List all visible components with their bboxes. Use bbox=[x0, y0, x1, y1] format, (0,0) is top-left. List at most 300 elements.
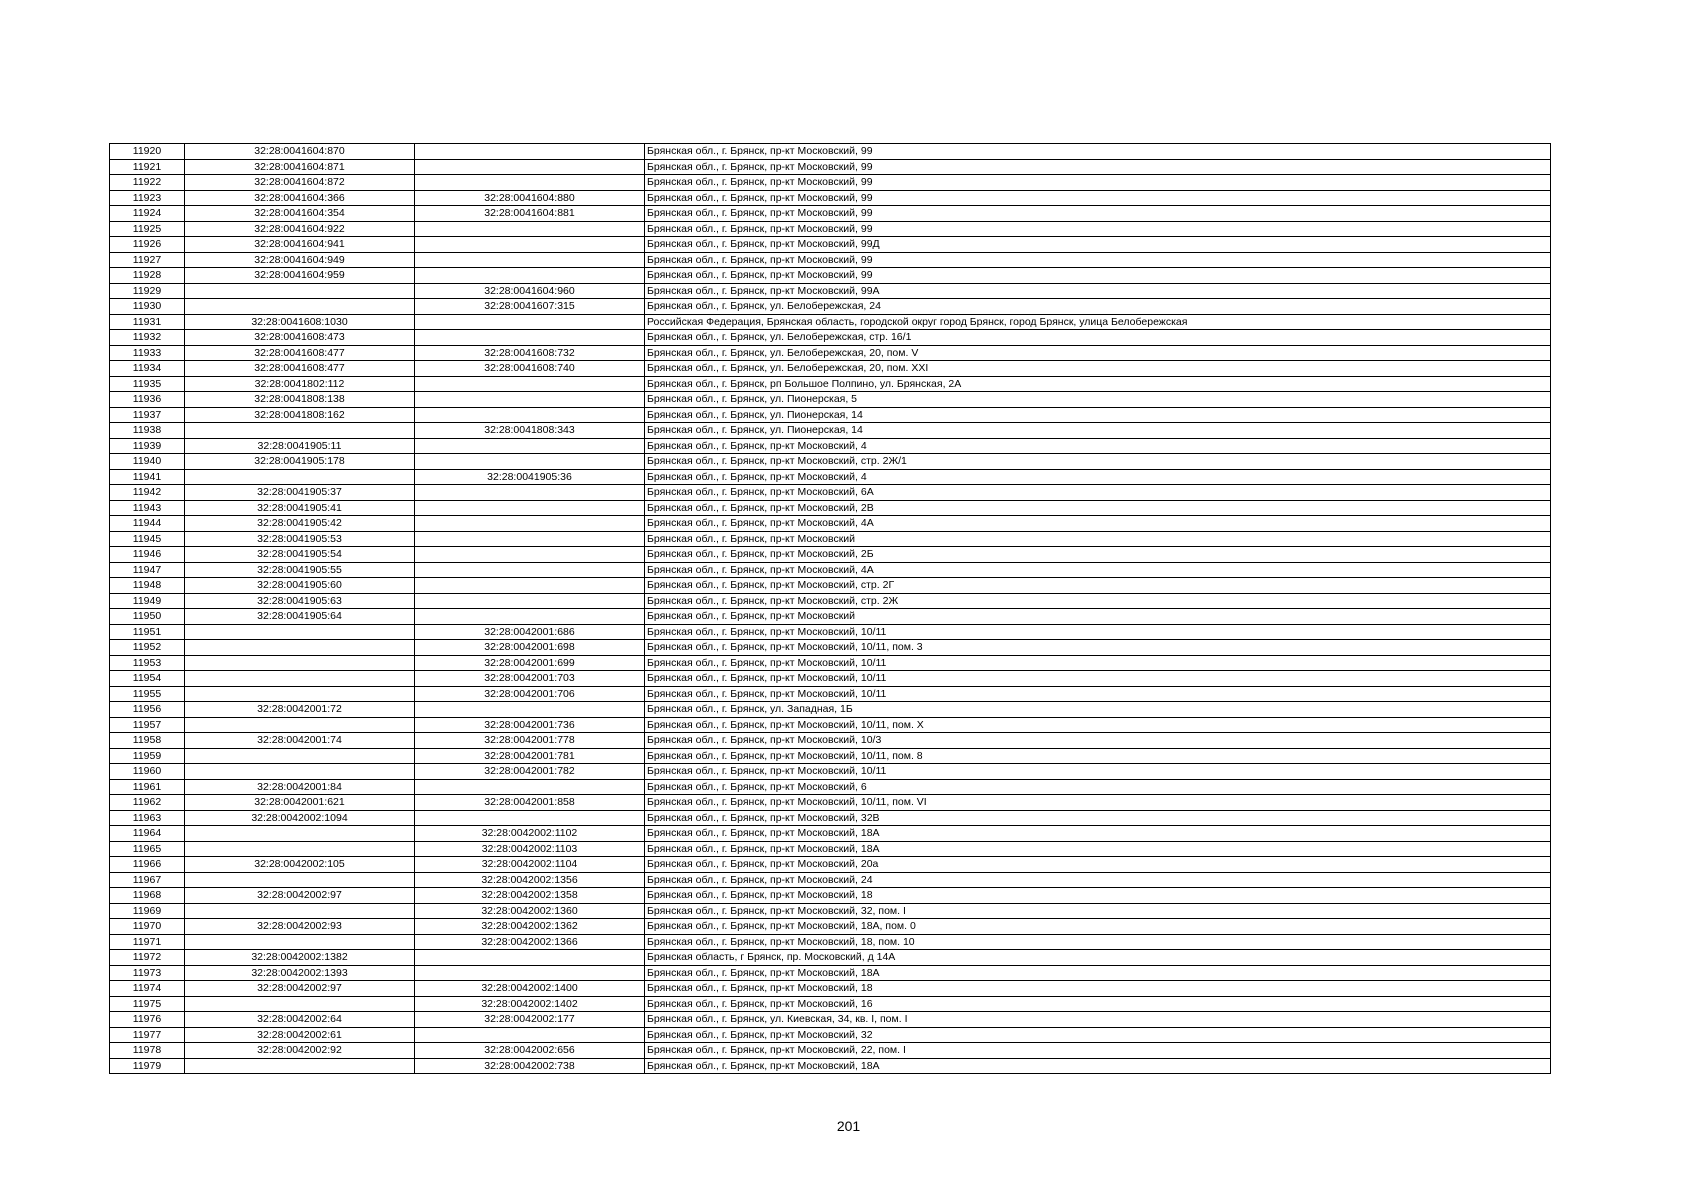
table-row bbox=[110, 268, 1551, 284]
row-number-cell: 11947 bbox=[110, 562, 185, 578]
cadastral-number-cell: 32:28:0041808:138 bbox=[185, 392, 415, 408]
cadastral-number-cell bbox=[185, 299, 415, 315]
table-row bbox=[110, 237, 1551, 253]
row-number-cell: 11942 bbox=[110, 485, 185, 501]
related-cadastral-number-cell bbox=[415, 376, 645, 392]
related-cadastral-number-cell: 32:28:0042002:1402 bbox=[415, 996, 645, 1012]
table-row bbox=[110, 376, 1551, 392]
cadastral-number-cell: 32:28:0041905:178 bbox=[185, 454, 415, 470]
cadastral-number-cell: 32:28:0041604:959 bbox=[185, 268, 415, 284]
row-number-cell: 11921 bbox=[110, 159, 185, 175]
table-row bbox=[110, 1012, 1551, 1028]
table-row bbox=[110, 454, 1551, 470]
table-row bbox=[110, 888, 1551, 904]
related-cadastral-number-cell bbox=[415, 950, 645, 966]
row-number-cell: 11930 bbox=[110, 299, 185, 315]
cadastral-number-cell: 32:28:0042002:93 bbox=[185, 919, 415, 935]
cadastral-number-cell: 32:28:0041905:54 bbox=[185, 547, 415, 563]
related-cadastral-number-cell: 32:28:0041905:36 bbox=[415, 469, 645, 485]
address-cell: Брянская обл., г. Брянск, пр-кт Московский, 10/11 bbox=[645, 686, 1551, 702]
cadastral-number-cell: 32:28:0042002:92 bbox=[185, 1043, 415, 1059]
table-row bbox=[110, 609, 1551, 625]
table-row bbox=[110, 934, 1551, 950]
related-cadastral-number-cell: 32:28:0042002:1360 bbox=[415, 903, 645, 919]
address-cell: Брянская обл., г. Брянск, пр-кт Московский, 10/11, пом. 3 bbox=[645, 640, 1551, 656]
table-row bbox=[110, 175, 1551, 191]
address-cell: Брянская обл., г. Брянск, пр-кт Московский, 10/11, пом. VI bbox=[645, 795, 1551, 811]
cadastral-number-cell: 32:28:0041802:112 bbox=[185, 376, 415, 392]
table-row bbox=[110, 330, 1551, 346]
table-row bbox=[110, 826, 1551, 842]
related-cadastral-number-cell bbox=[415, 144, 645, 160]
related-cadastral-number-cell: 32:28:0042002:1102 bbox=[415, 826, 645, 842]
table-row bbox=[110, 764, 1551, 780]
table-row bbox=[110, 485, 1551, 501]
table-row bbox=[110, 299, 1551, 315]
row-number-cell: 11935 bbox=[110, 376, 185, 392]
table-row bbox=[110, 671, 1551, 687]
table-row bbox=[110, 516, 1551, 532]
address-cell: Брянская обл., г. Брянск, пр-кт Московский, 6А bbox=[645, 485, 1551, 501]
address-cell: Брянская обл., г. Брянск, пр-кт Московский, 10/11 bbox=[645, 764, 1551, 780]
table-row bbox=[110, 423, 1551, 439]
related-cadastral-number-cell: 32:28:0041607:315 bbox=[415, 299, 645, 315]
row-number-cell: 11933 bbox=[110, 345, 185, 361]
cadastral-number-cell bbox=[185, 996, 415, 1012]
row-number-cell: 11938 bbox=[110, 423, 185, 439]
table-row bbox=[110, 438, 1551, 454]
address-cell: Брянская обл., г. Брянск, пр-кт Московский, 18А bbox=[645, 1058, 1551, 1074]
address-cell: Брянская обл., г. Брянск, пр-кт Московский, 10/11 bbox=[645, 655, 1551, 671]
address-cell: Брянская область, г Брянск, пр. Московский, д 14А bbox=[645, 950, 1551, 966]
related-cadastral-number-cell bbox=[415, 547, 645, 563]
related-cadastral-number-cell bbox=[415, 237, 645, 253]
cadastral-number-cell bbox=[185, 841, 415, 857]
related-cadastral-number-cell: 32:28:0042001:782 bbox=[415, 764, 645, 780]
row-number-cell: 11974 bbox=[110, 981, 185, 997]
table-row bbox=[110, 578, 1551, 594]
related-cadastral-number-cell bbox=[415, 221, 645, 237]
row-number-cell: 11969 bbox=[110, 903, 185, 919]
related-cadastral-number-cell: 32:28:0042002:1362 bbox=[415, 919, 645, 935]
cadastral-number-cell bbox=[185, 423, 415, 439]
table-row bbox=[110, 965, 1551, 981]
related-cadastral-number-cell bbox=[415, 438, 645, 454]
row-number-cell: 11945 bbox=[110, 531, 185, 547]
table-row bbox=[110, 640, 1551, 656]
address-cell: Брянская обл., г. Брянск, пр-кт Московский, 99 bbox=[645, 144, 1551, 160]
table-row bbox=[110, 872, 1551, 888]
related-cadastral-number-cell: 32:28:0041604:960 bbox=[415, 283, 645, 299]
row-number-cell: 11950 bbox=[110, 609, 185, 625]
row-number-cell: 11926 bbox=[110, 237, 185, 253]
cadastral-number-cell: 32:28:0041905:55 bbox=[185, 562, 415, 578]
cadastral-number-cell: 32:28:0041608:473 bbox=[185, 330, 415, 346]
row-number-cell: 11932 bbox=[110, 330, 185, 346]
table-row bbox=[110, 190, 1551, 206]
related-cadastral-number-cell bbox=[415, 965, 645, 981]
related-cadastral-number-cell bbox=[415, 485, 645, 501]
row-number-cell: 11979 bbox=[110, 1058, 185, 1074]
row-number-cell: 11968 bbox=[110, 888, 185, 904]
address-cell: Брянская обл., г. Брянск, пр-кт Московский, 32, пом. I bbox=[645, 903, 1551, 919]
address-cell: Брянская обл., г. Брянск, пр-кт Московский, 10/3 bbox=[645, 733, 1551, 749]
address-cell: Брянская обл., г. Брянск, пр-кт Московский, 18А bbox=[645, 826, 1551, 842]
related-cadastral-number-cell bbox=[415, 702, 645, 718]
cadastral-number-cell bbox=[185, 283, 415, 299]
related-cadastral-number-cell bbox=[415, 531, 645, 547]
table-row bbox=[110, 159, 1551, 175]
row-number-cell: 11978 bbox=[110, 1043, 185, 1059]
table-row bbox=[110, 795, 1551, 811]
row-number-cell: 11966 bbox=[110, 857, 185, 873]
address-cell: Брянская обл., г. Брянск, пр-кт Московский, 22, пом. I bbox=[645, 1043, 1551, 1059]
row-number-cell: 11951 bbox=[110, 624, 185, 640]
related-cadastral-number-cell bbox=[415, 810, 645, 826]
row-number-cell: 11971 bbox=[110, 934, 185, 950]
address-cell: Брянская обл., г. Брянск, пр-кт Московский, 20а bbox=[645, 857, 1551, 873]
cadastral-number-cell: 32:28:0041905:64 bbox=[185, 609, 415, 625]
address-cell: Брянская обл., г. Брянск, ул. Белобережская, стр. 16/1 bbox=[645, 330, 1551, 346]
cadastral-number-cell: 32:28:0042002:1094 bbox=[185, 810, 415, 826]
related-cadastral-number-cell: 32:28:0042002:1400 bbox=[415, 981, 645, 997]
cadastral-number-cell: 32:28:0041608:477 bbox=[185, 345, 415, 361]
table-row bbox=[110, 593, 1551, 609]
related-cadastral-number-cell bbox=[415, 314, 645, 330]
table-row bbox=[110, 392, 1551, 408]
address-cell: Брянская обл., г. Брянск, пр-кт Московский, 99 bbox=[645, 206, 1551, 222]
row-number-cell: 11960 bbox=[110, 764, 185, 780]
address-cell: Брянская обл., г. Брянск, рп Большое Полпино, ул. Брянская, 2А bbox=[645, 376, 1551, 392]
cadastral-number-cell bbox=[185, 469, 415, 485]
related-cadastral-number-cell: 32:28:0042001:781 bbox=[415, 748, 645, 764]
row-number-cell: 11925 bbox=[110, 221, 185, 237]
table-row bbox=[110, 361, 1551, 377]
cadastral-number-cell bbox=[185, 655, 415, 671]
cadastral-number-cell bbox=[185, 686, 415, 702]
cadastral-number-cell bbox=[185, 717, 415, 733]
address-cell: Брянская обл., г. Брянск, пр-кт Московский, 32В bbox=[645, 810, 1551, 826]
related-cadastral-number-cell bbox=[415, 500, 645, 516]
row-number-cell: 11962 bbox=[110, 795, 185, 811]
cadastral-number-cell: 32:28:0041604:354 bbox=[185, 206, 415, 222]
cadastral-number-cell bbox=[185, 764, 415, 780]
row-number-cell: 11963 bbox=[110, 810, 185, 826]
address-cell: Брянская обл., г. Брянск, ул. Белобережская, 20, пом. XXI bbox=[645, 361, 1551, 377]
address-cell: Брянская обл., г. Брянск, пр-кт Московский, 18 bbox=[645, 888, 1551, 904]
address-cell: Брянская обл., г. Брянск, пр-кт Московский, 99 bbox=[645, 252, 1551, 268]
row-number-cell: 11946 bbox=[110, 547, 185, 563]
related-cadastral-number-cell bbox=[415, 252, 645, 268]
address-cell: Брянская обл., г. Брянск, пр-кт Московский, 18, пом. 10 bbox=[645, 934, 1551, 950]
table-row bbox=[110, 252, 1551, 268]
address-cell: Брянская обл., г. Брянск, пр-кт Московский, 99 bbox=[645, 221, 1551, 237]
address-cell: Брянская обл., г. Брянск, пр-кт Московский, 10/11, пом. X bbox=[645, 717, 1551, 733]
row-number-cell: 11944 bbox=[110, 516, 185, 532]
address-cell: Брянская обл., г. Брянск, пр-кт Московский, 4А bbox=[645, 516, 1551, 532]
related-cadastral-number-cell bbox=[415, 159, 645, 175]
cadastral-table bbox=[109, 143, 1551, 1074]
row-number-cell: 11961 bbox=[110, 779, 185, 795]
related-cadastral-number-cell: 32:28:0042002:656 bbox=[415, 1043, 645, 1059]
related-cadastral-number-cell: 32:28:0042002:738 bbox=[415, 1058, 645, 1074]
row-number-cell: 11937 bbox=[110, 407, 185, 423]
cadastral-number-cell: 32:28:0041604:941 bbox=[185, 237, 415, 253]
cadastral-number-cell: 32:28:0042002:105 bbox=[185, 857, 415, 873]
row-number-cell: 11959 bbox=[110, 748, 185, 764]
related-cadastral-number-cell: 32:28:0042001:698 bbox=[415, 640, 645, 656]
address-cell: Брянская обл., г. Брянск, пр-кт Московский, 18А, пом. 0 bbox=[645, 919, 1551, 935]
row-number-cell: 11964 bbox=[110, 826, 185, 842]
table-row bbox=[110, 919, 1551, 935]
address-cell: Российская Федерация, Брянская область, городской округ город Брянск, город Брянск, улица Белобережская bbox=[645, 314, 1551, 330]
related-cadastral-number-cell: 32:28:0041608:740 bbox=[415, 361, 645, 377]
row-number-cell: 11977 bbox=[110, 1027, 185, 1043]
cadastral-number-cell: 32:28:0041905:53 bbox=[185, 531, 415, 547]
table-row bbox=[110, 314, 1551, 330]
address-cell: Брянская обл., г. Брянск, пр-кт Московский, 18А bbox=[645, 841, 1551, 857]
related-cadastral-number-cell: 32:28:0042002:1104 bbox=[415, 857, 645, 873]
row-number-cell: 11967 bbox=[110, 872, 185, 888]
table-row bbox=[110, 144, 1551, 160]
address-cell: Брянская обл., г. Брянск, пр-кт Московский, 99 bbox=[645, 175, 1551, 191]
table-row bbox=[110, 717, 1551, 733]
related-cadastral-number-cell bbox=[415, 392, 645, 408]
table-row bbox=[110, 547, 1551, 563]
address-cell: Брянская обл., г. Брянск, пр-кт Московский, 18 bbox=[645, 981, 1551, 997]
related-cadastral-number-cell bbox=[415, 779, 645, 795]
cadastral-number-cell: 32:28:0041808:162 bbox=[185, 407, 415, 423]
related-cadastral-number-cell: 32:28:0042002:1358 bbox=[415, 888, 645, 904]
address-cell: Брянская обл., г. Брянск, пр-кт Московский, 24 bbox=[645, 872, 1551, 888]
row-number-cell: 11953 bbox=[110, 655, 185, 671]
table-row bbox=[110, 996, 1551, 1012]
cadastral-number-cell: 32:28:0042001:621 bbox=[185, 795, 415, 811]
cadastral-number-cell: 32:28:0041905:63 bbox=[185, 593, 415, 609]
table-row bbox=[110, 221, 1551, 237]
table-body bbox=[110, 144, 1551, 1074]
related-cadastral-number-cell bbox=[415, 593, 645, 609]
table-row bbox=[110, 407, 1551, 423]
address-cell: Брянская обл., г. Брянск, ул. Белобережская, 20, пом. V bbox=[645, 345, 1551, 361]
address-cell: Брянская обл., г. Брянск, ул. Западная, 1Б bbox=[645, 702, 1551, 718]
address-cell: Брянская обл., г. Брянск, пр-кт Московский, стр. 2Ж bbox=[645, 593, 1551, 609]
row-number-cell: 11941 bbox=[110, 469, 185, 485]
table-row bbox=[110, 950, 1551, 966]
row-number-cell: 11922 bbox=[110, 175, 185, 191]
cadastral-number-cell: 32:28:0041604:922 bbox=[185, 221, 415, 237]
address-cell: Брянская обл., г. Брянск, пр-кт Московский, 6 bbox=[645, 779, 1551, 795]
row-number-cell: 11958 bbox=[110, 733, 185, 749]
row-number-cell: 11931 bbox=[110, 314, 185, 330]
cadastral-number-cell: 32:28:0041604:949 bbox=[185, 252, 415, 268]
related-cadastral-number-cell: 32:28:0041604:881 bbox=[415, 206, 645, 222]
address-cell: Брянская обл., г. Брянск, пр-кт Московский, 2В bbox=[645, 500, 1551, 516]
cadastral-number-cell: 32:28:0041905:42 bbox=[185, 516, 415, 532]
table-row bbox=[110, 841, 1551, 857]
cadastral-number-cell: 32:28:0042002:97 bbox=[185, 981, 415, 997]
row-number-cell: 11954 bbox=[110, 671, 185, 687]
row-number-cell: 11943 bbox=[110, 500, 185, 516]
cadastral-number-cell bbox=[185, 640, 415, 656]
address-cell: Брянская обл., г. Брянск, пр-кт Московский, 10/11 bbox=[645, 671, 1551, 687]
address-cell: Брянская обл., г. Брянск, ул. Пионерская, 14 bbox=[645, 407, 1551, 423]
address-cell: Брянская обл., г. Брянск, ул. Пионерская, 14 bbox=[645, 423, 1551, 439]
row-number-cell: 11956 bbox=[110, 702, 185, 718]
table-row bbox=[110, 655, 1551, 671]
address-cell: Брянская обл., г. Брянск, ул. Белобережская, 24 bbox=[645, 299, 1551, 315]
row-number-cell: 11928 bbox=[110, 268, 185, 284]
cadastral-number-cell: 32:28:0041604:872 bbox=[185, 175, 415, 191]
cadastral-number-cell bbox=[185, 934, 415, 950]
row-number-cell: 11952 bbox=[110, 640, 185, 656]
cadastral-number-cell: 32:28:0041604:366 bbox=[185, 190, 415, 206]
row-number-cell: 11936 bbox=[110, 392, 185, 408]
row-number-cell: 11948 bbox=[110, 578, 185, 594]
related-cadastral-number-cell: 32:28:0042002:1356 bbox=[415, 872, 645, 888]
address-cell: Брянская обл., г. Брянск, пр-кт Московский, 99А bbox=[645, 283, 1551, 299]
related-cadastral-number-cell: 32:28:0041608:732 bbox=[415, 345, 645, 361]
address-cell: Брянская обл., г. Брянск, ул. Киевская, 34, кв. I, пом. I bbox=[645, 1012, 1551, 1028]
address-cell: Брянская обл., г. Брянск, пр-кт Московский, 99 bbox=[645, 159, 1551, 175]
table-row bbox=[110, 345, 1551, 361]
address-cell: Брянская обл., г. Брянск, пр-кт Московский, 4 bbox=[645, 438, 1551, 454]
row-number-cell: 11972 bbox=[110, 950, 185, 966]
related-cadastral-number-cell bbox=[415, 175, 645, 191]
address-cell: Брянская обл., г. Брянск, пр-кт Московский, 32 bbox=[645, 1027, 1551, 1043]
cadastral-number-cell: 32:28:0042002:97 bbox=[185, 888, 415, 904]
row-number-cell: 11924 bbox=[110, 206, 185, 222]
related-cadastral-number-cell: 32:28:0041808:343 bbox=[415, 423, 645, 439]
related-cadastral-number-cell: 32:28:0042001:736 bbox=[415, 717, 645, 733]
address-cell: Брянская обл., г. Брянск, пр-кт Московский, 99 bbox=[645, 190, 1551, 206]
address-cell: Брянская обл., г. Брянск, пр-кт Московский, 10/11, пом. 8 bbox=[645, 748, 1551, 764]
address-cell: Брянская обл., г. Брянск, пр-кт Московский, 2Б bbox=[645, 547, 1551, 563]
table-row bbox=[110, 283, 1551, 299]
table-row bbox=[110, 469, 1551, 485]
row-number-cell: 11927 bbox=[110, 252, 185, 268]
table-row bbox=[110, 1027, 1551, 1043]
table-row bbox=[110, 702, 1551, 718]
related-cadastral-number-cell: 32:28:0042001:686 bbox=[415, 624, 645, 640]
table-row bbox=[110, 686, 1551, 702]
address-cell: Брянская обл., г. Брянск, пр-кт Московский, стр. 2Ж/1 bbox=[645, 454, 1551, 470]
cadastral-number-cell bbox=[185, 903, 415, 919]
cadastral-number-cell: 32:28:0042002:61 bbox=[185, 1027, 415, 1043]
row-number-cell: 11929 bbox=[110, 283, 185, 299]
cadastral-number-cell: 32:28:0041905:37 bbox=[185, 485, 415, 501]
row-number-cell: 11940 bbox=[110, 454, 185, 470]
table-row bbox=[110, 531, 1551, 547]
cadastral-number-cell bbox=[185, 748, 415, 764]
cadastral-number-cell bbox=[185, 624, 415, 640]
address-cell: Брянская обл., г. Брянск, пр-кт Московский, 99 bbox=[645, 268, 1551, 284]
row-number-cell: 11976 bbox=[110, 1012, 185, 1028]
table-row bbox=[110, 206, 1551, 222]
related-cadastral-number-cell: 32:28:0041604:880 bbox=[415, 190, 645, 206]
address-cell: Брянская обл., г. Брянск, ул. Пионерская, 5 bbox=[645, 392, 1551, 408]
address-cell: Брянская обл., г. Брянск, пр-кт Московский, стр. 2Г bbox=[645, 578, 1551, 594]
address-cell: Брянская обл., г. Брянск, пр-кт Московский bbox=[645, 531, 1551, 547]
row-number-cell: 11965 bbox=[110, 841, 185, 857]
row-number-cell: 11973 bbox=[110, 965, 185, 981]
related-cadastral-number-cell bbox=[415, 609, 645, 625]
address-cell: Брянская обл., г. Брянск, пр-кт Московский, 99Д bbox=[645, 237, 1551, 253]
address-cell: Брянская обл., г. Брянск, пр-кт Московский, 4 bbox=[645, 469, 1551, 485]
cadastral-number-cell: 32:28:0042001:74 bbox=[185, 733, 415, 749]
cadastral-number-cell: 32:28:0042002:1393 bbox=[185, 965, 415, 981]
address-cell: Брянская обл., г. Брянск, пр-кт Московский, 16 bbox=[645, 996, 1551, 1012]
table-row bbox=[110, 779, 1551, 795]
cadastral-number-cell bbox=[185, 826, 415, 842]
table-row bbox=[110, 903, 1551, 919]
cadastral-number-cell: 32:28:0041608:477 bbox=[185, 361, 415, 377]
table-row bbox=[110, 1058, 1551, 1074]
row-number-cell: 11949 bbox=[110, 593, 185, 609]
table-row bbox=[110, 500, 1551, 516]
related-cadastral-number-cell: 32:28:0042001:699 bbox=[415, 655, 645, 671]
related-cadastral-number-cell: 32:28:0042001:778 bbox=[415, 733, 645, 749]
row-number-cell: 11934 bbox=[110, 361, 185, 377]
cadastral-number-cell: 32:28:0041905:60 bbox=[185, 578, 415, 594]
table-row bbox=[110, 748, 1551, 764]
cadastral-number-cell: 32:28:0042002:64 bbox=[185, 1012, 415, 1028]
cadastral-number-cell bbox=[185, 671, 415, 687]
address-cell: Брянская обл., г. Брянск, пр-кт Московский, 10/11 bbox=[645, 624, 1551, 640]
related-cadastral-number-cell: 32:28:0042002:1103 bbox=[415, 841, 645, 857]
related-cadastral-number-cell bbox=[415, 562, 645, 578]
row-number-cell: 11975 bbox=[110, 996, 185, 1012]
row-number-cell: 11923 bbox=[110, 190, 185, 206]
table-row bbox=[110, 1043, 1551, 1059]
related-cadastral-number-cell: 32:28:0042002:177 bbox=[415, 1012, 645, 1028]
row-number-cell: 11939 bbox=[110, 438, 185, 454]
row-number-cell: 11957 bbox=[110, 717, 185, 733]
cadastral-number-cell: 32:28:0042001:84 bbox=[185, 779, 415, 795]
related-cadastral-number-cell bbox=[415, 454, 645, 470]
table-row bbox=[110, 733, 1551, 749]
table-row bbox=[110, 810, 1551, 826]
row-number-cell: 11955 bbox=[110, 686, 185, 702]
page-number: 201 bbox=[836, 1118, 861, 1134]
cadastral-number-cell: 32:28:0041608:1030 bbox=[185, 314, 415, 330]
address-cell: Брянская обл., г. Брянск, пр-кт Московский, 4А bbox=[645, 562, 1551, 578]
related-cadastral-number-cell bbox=[415, 330, 645, 346]
cadastral-number-cell: 32:28:0041604:870 bbox=[185, 144, 415, 160]
cadastral-number-cell bbox=[185, 1058, 415, 1074]
row-number-cell: 11920 bbox=[110, 144, 185, 160]
cadastral-number-cell: 32:28:0041604:871 bbox=[185, 159, 415, 175]
related-cadastral-number-cell bbox=[415, 1027, 645, 1043]
related-cadastral-number-cell bbox=[415, 578, 645, 594]
related-cadastral-number-cell bbox=[415, 407, 645, 423]
table-row bbox=[110, 981, 1551, 997]
related-cadastral-number-cell: 32:28:0042002:1366 bbox=[415, 934, 645, 950]
table-row bbox=[110, 562, 1551, 578]
cadastral-number-cell: 32:28:0042002:1382 bbox=[185, 950, 415, 966]
related-cadastral-number-cell: 32:28:0042001:703 bbox=[415, 671, 645, 687]
table-row bbox=[110, 857, 1551, 873]
related-cadastral-number-cell: 32:28:0042001:706 bbox=[415, 686, 645, 702]
address-cell: Брянская обл., г. Брянск, пр-кт Московский bbox=[645, 609, 1551, 625]
related-cadastral-number-cell: 32:28:0042001:858 bbox=[415, 795, 645, 811]
address-cell: Брянская обл., г. Брянск, пр-кт Московский, 18А bbox=[645, 965, 1551, 981]
cadastral-number-cell: 32:28:0041905:41 bbox=[185, 500, 415, 516]
related-cadastral-number-cell bbox=[415, 268, 645, 284]
row-number-cell: 11970 bbox=[110, 919, 185, 935]
related-cadastral-number-cell bbox=[415, 516, 645, 532]
cadastral-number-cell: 32:28:0042001:72 bbox=[185, 702, 415, 718]
